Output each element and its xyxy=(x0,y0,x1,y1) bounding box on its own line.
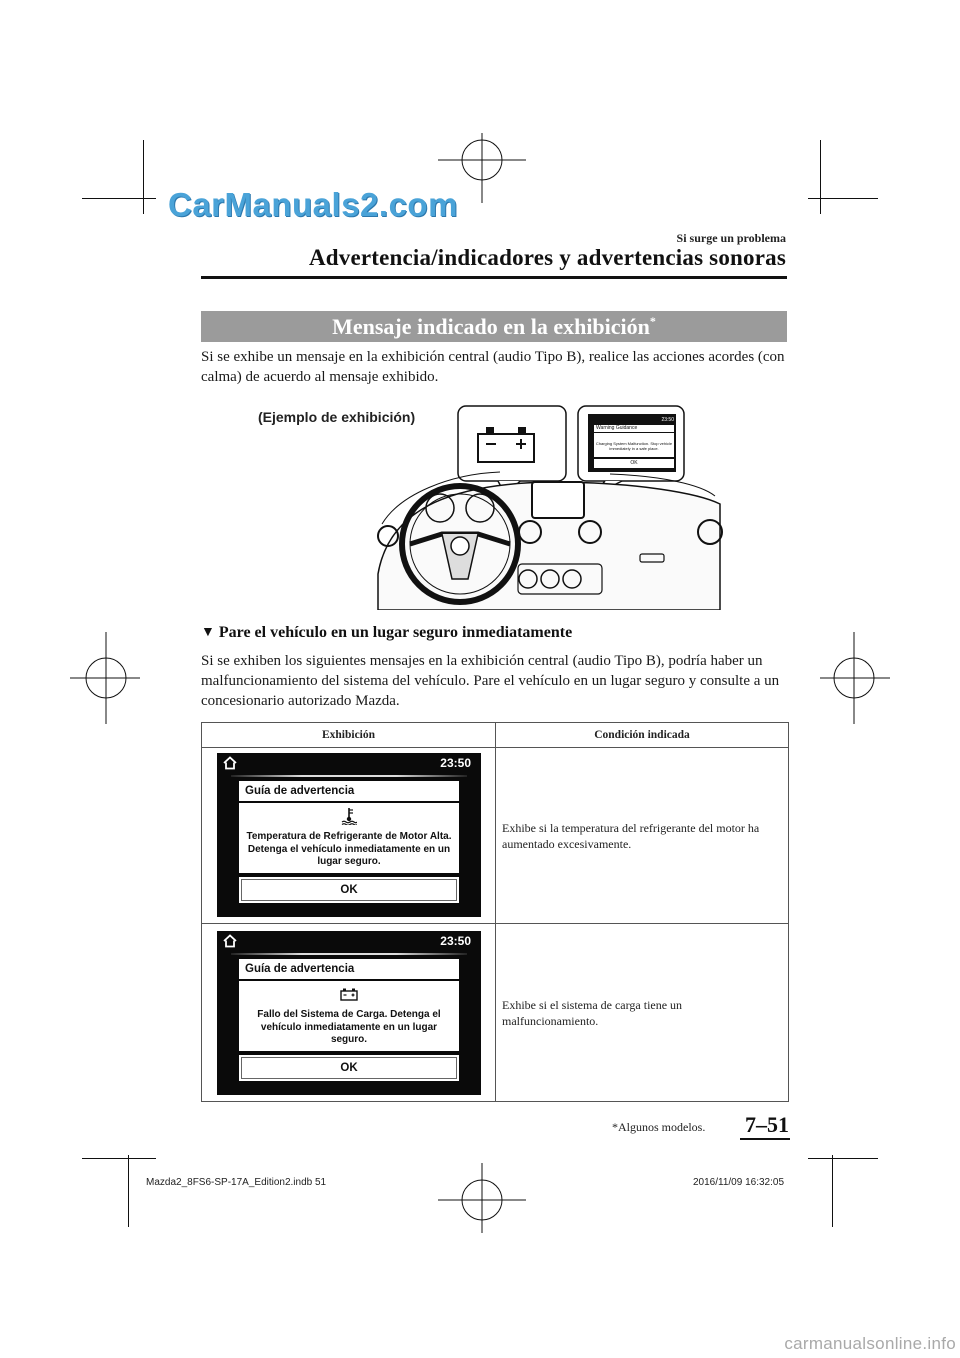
coolant-temperature-icon xyxy=(341,807,357,825)
print-slug-file: Mazda2_8FS6-SP-17A_Edition2.indb 51 xyxy=(146,1177,327,1188)
table-cell-display xyxy=(202,748,496,923)
section-title: Advertencia/indicadores y advertencias sonoras xyxy=(308,245,786,270)
table-cell-condition: Exhibe si el sistema de carga tiene un malfuncionamiento. xyxy=(502,997,683,1028)
mini-warning-screen xyxy=(590,416,678,472)
page-number: 7–51 xyxy=(745,1112,789,1137)
table-cell-condition: Exhibe si la temperatura del refrigerante del motor ha aumentado excesivamente. xyxy=(502,820,760,851)
watermark-bottom[interactable]: carmanualsonline.info xyxy=(784,1334,956,1353)
banner-marker: * xyxy=(649,314,656,328)
warning-table xyxy=(201,722,789,1102)
screen-message-panel xyxy=(239,803,459,873)
screen-message: Temperatura de Refrigerante de Motor Alta. Detenga el vehículo inmediatamente en un lugar seguro. xyxy=(246,831,452,867)
screen-message-panel xyxy=(239,981,459,1051)
footnote: *Algunos modelos. xyxy=(612,1120,706,1134)
home-icon xyxy=(223,756,237,770)
section-label: Si surge un problema xyxy=(676,231,786,245)
screen-message: Fallo del Sistema de Carga. Detenga el vehículo inmediatamente en un lugar seguro. xyxy=(257,1009,441,1045)
registration-mark-right xyxy=(820,632,890,724)
ok-button[interactable] xyxy=(239,1055,459,1081)
subsection-heading xyxy=(201,624,572,642)
home-icon xyxy=(223,934,237,948)
table-header xyxy=(202,723,788,748)
mini-screen-title: Warning Guidance xyxy=(594,425,674,432)
registration-mark-bottom xyxy=(438,1153,526,1233)
table-cell-display xyxy=(202,924,496,1101)
screen-status-bar xyxy=(217,931,481,953)
subsection-heading-text: Pare el vehículo en un lugar seguro inmediatamente xyxy=(218,624,573,641)
warning-screen xyxy=(217,931,481,1095)
page-number-rule xyxy=(740,1138,790,1140)
subsection-paragraph: Si se exhiben los siguientes mensajes en la exhibición central (audio Tipo B), podría haber un malfuncionamiento del sistema del vehículo. Pare el vehículo en un lugar seguro y consulte a un concesionario autorizado Mazda. xyxy=(201,653,780,709)
illustration-label: (Ejemplo de exhibición) xyxy=(258,409,416,425)
ok-button-label: OK xyxy=(340,1062,358,1074)
banner-title: Mensaje indicado en la exhibición xyxy=(332,314,650,339)
watermark-top[interactable]: CarManuals2.com xyxy=(168,186,458,223)
screen-status-bar xyxy=(217,753,481,775)
ok-button-frame xyxy=(241,879,457,901)
table-row xyxy=(202,924,788,1101)
table-header-condition: Condición indicada xyxy=(594,729,690,741)
screen-divider xyxy=(231,775,467,777)
screen-title: Guía de advertencia xyxy=(239,781,459,801)
ok-button-label: OK xyxy=(340,884,358,896)
triangle-bullet-icon: ▼ xyxy=(201,625,215,640)
mini-screen-message: Charging System Malfunction. Stop vehicle immediately in a safe place. xyxy=(594,433,674,457)
banner-heading xyxy=(201,311,787,342)
table-row xyxy=(202,748,788,924)
screen-title: Guía de advertencia xyxy=(239,959,459,979)
screen-divider xyxy=(231,953,467,955)
screen-time: 23:50 xyxy=(440,756,471,770)
intro-paragraph: Si se exhibe un mensaje en la exhibición central (audio Tipo B), realice las acciones acordes (con calma) de acuerdo al mensaje exhibido. xyxy=(201,349,785,385)
header-rule xyxy=(201,276,787,279)
table-header-display: Exhibición xyxy=(202,723,496,747)
mini-screen-time: 23:50 xyxy=(661,417,674,423)
screen-time: 23:50 xyxy=(440,934,471,948)
mini-screen-ok: OK xyxy=(594,459,674,468)
warning-screen xyxy=(217,753,481,917)
battery-icon xyxy=(340,987,358,1001)
print-slug-date: 2016/11/09 16:32:05 xyxy=(693,1177,785,1188)
ok-button[interactable] xyxy=(239,877,459,903)
registration-mark-left xyxy=(70,632,140,724)
ok-button-frame xyxy=(241,1057,457,1079)
